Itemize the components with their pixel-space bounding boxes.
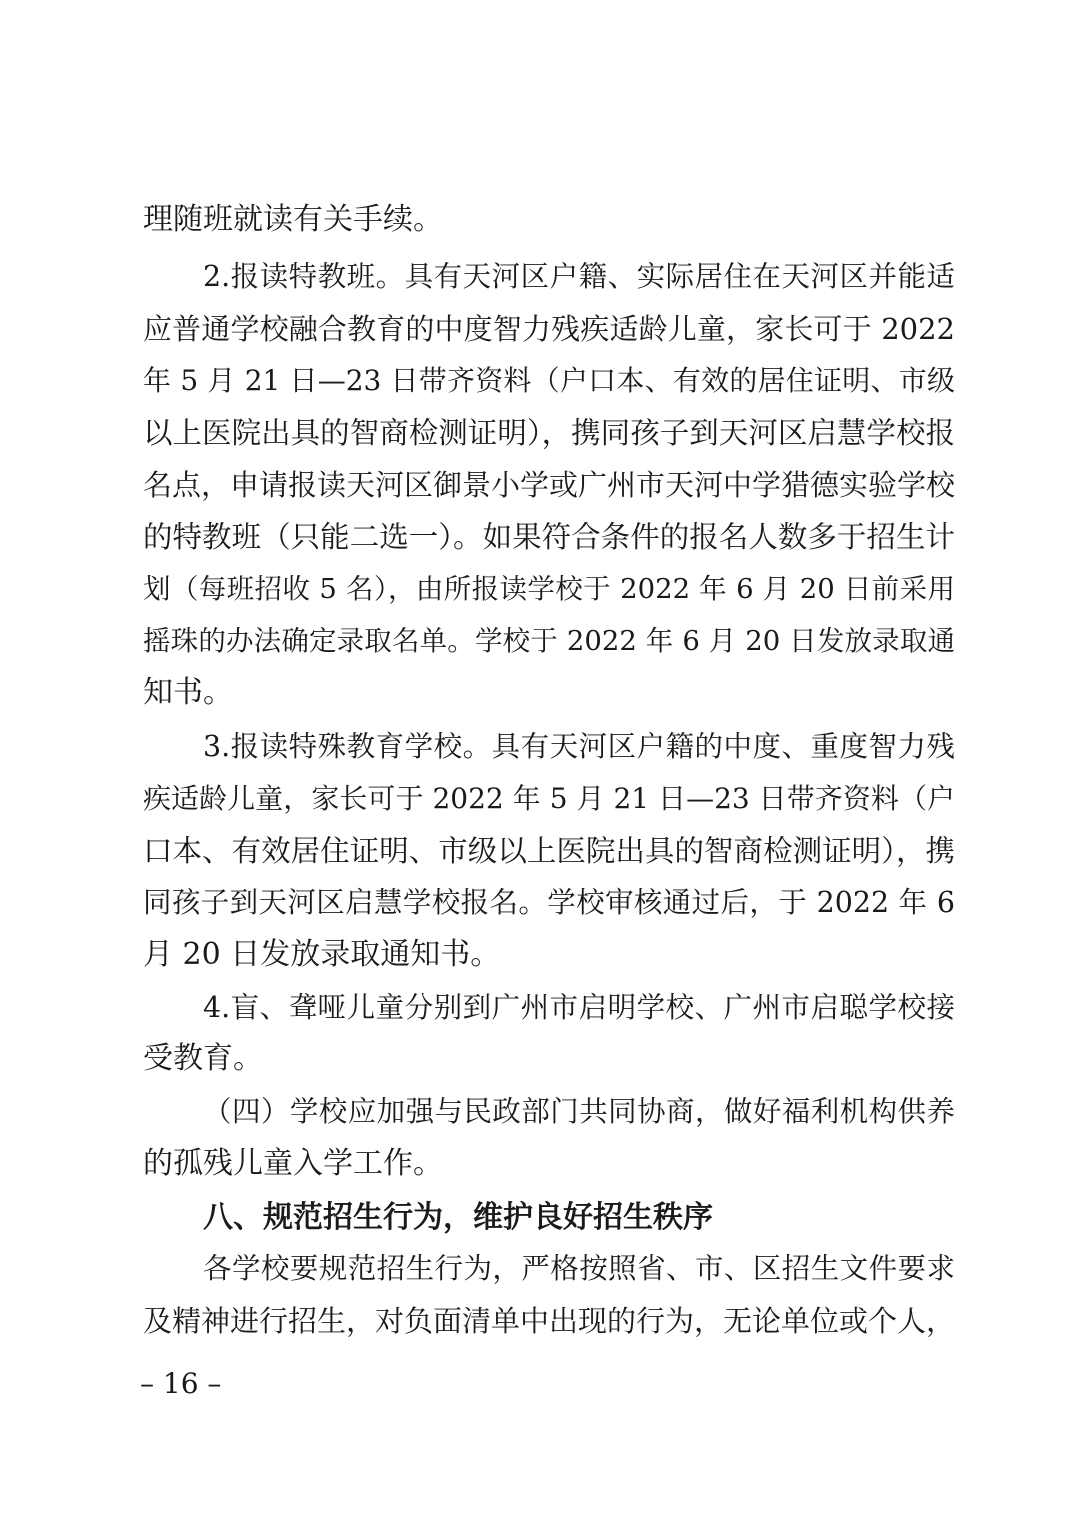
paragraph-line: 以上医院出具的智商检测证明），携同孩子到天河区启慧学校报 [143,416,955,450]
paragraph-line: 知书。 [143,675,233,710]
page-number: – 16 – [140,1367,222,1400]
paragraph-line: 理随班就读有关手续。 [143,202,443,237]
paragraph-line: 受教育。 [143,1041,263,1076]
paragraph-line: （四）学校应加强与民政部门共同协商，做好福利机构供养 [203,1095,955,1128]
paragraph-line: 划（每班招收 5 名），由所报读学校于 2022 年 6 月 20 日前采用 [143,573,955,605]
paragraph-line: 及精神进行招生，对负面清单中出现的行为，无论单位或个人， [143,1304,956,1338]
paragraph-line: 月 20 日发放录取通知书。 [143,937,501,972]
paragraph-line: 年 5 月 21 日—23 日带齐资料（户口本、有效的居住证明、市级 [143,364,955,397]
paragraph-line: 摇珠的办法确定录取名单。学校于 2022 年 6 月 20 日发放录取通 [143,625,955,657]
paragraph-line: 4.盲、聋哑儿童分别到广州市启明学校、广州市启聪学校接 [203,991,955,1024]
paragraph-line: 名点，申请报读天河区御景小学或广州市天河中学猎德实验学校 [143,468,956,502]
paragraph-line: 的特教班（只能二选一）。如果符合条件的报名人数多于招生计 [143,520,955,554]
paragraph-line: 3.报读特殊教育学校。具有天河区户籍的中度、重度智力残 [203,730,955,763]
paragraph-line: 口本、有效居住证明、市级以上医院出具的智商检测证明），携 [143,834,955,868]
paragraph-line: 的孤残儿童入学工作。 [143,1146,443,1181]
paragraph-line: 各学校要规范招生行为，严格按照省、市、区招生文件要求 [203,1252,955,1285]
paragraph-line: 同孩子到天河区启慧学校报名。学校审核通过后，于 2022 年 6 [143,886,955,919]
paragraph-line: 疾适龄儿童，家长可于 2022 年 5 月 21 日—23 日带齐资料（户 [143,782,955,815]
paragraph-line: 应普通学校融合教育的中度智力残疾适龄儿童，家长可于 2022 [143,312,955,346]
paragraph-line: 2.报读特教班。具有天河区户籍、实际居住在天河区并能适 [203,260,955,293]
section-heading: 八、规范招生行为，维护良好招生秩序 [203,1200,713,1235]
